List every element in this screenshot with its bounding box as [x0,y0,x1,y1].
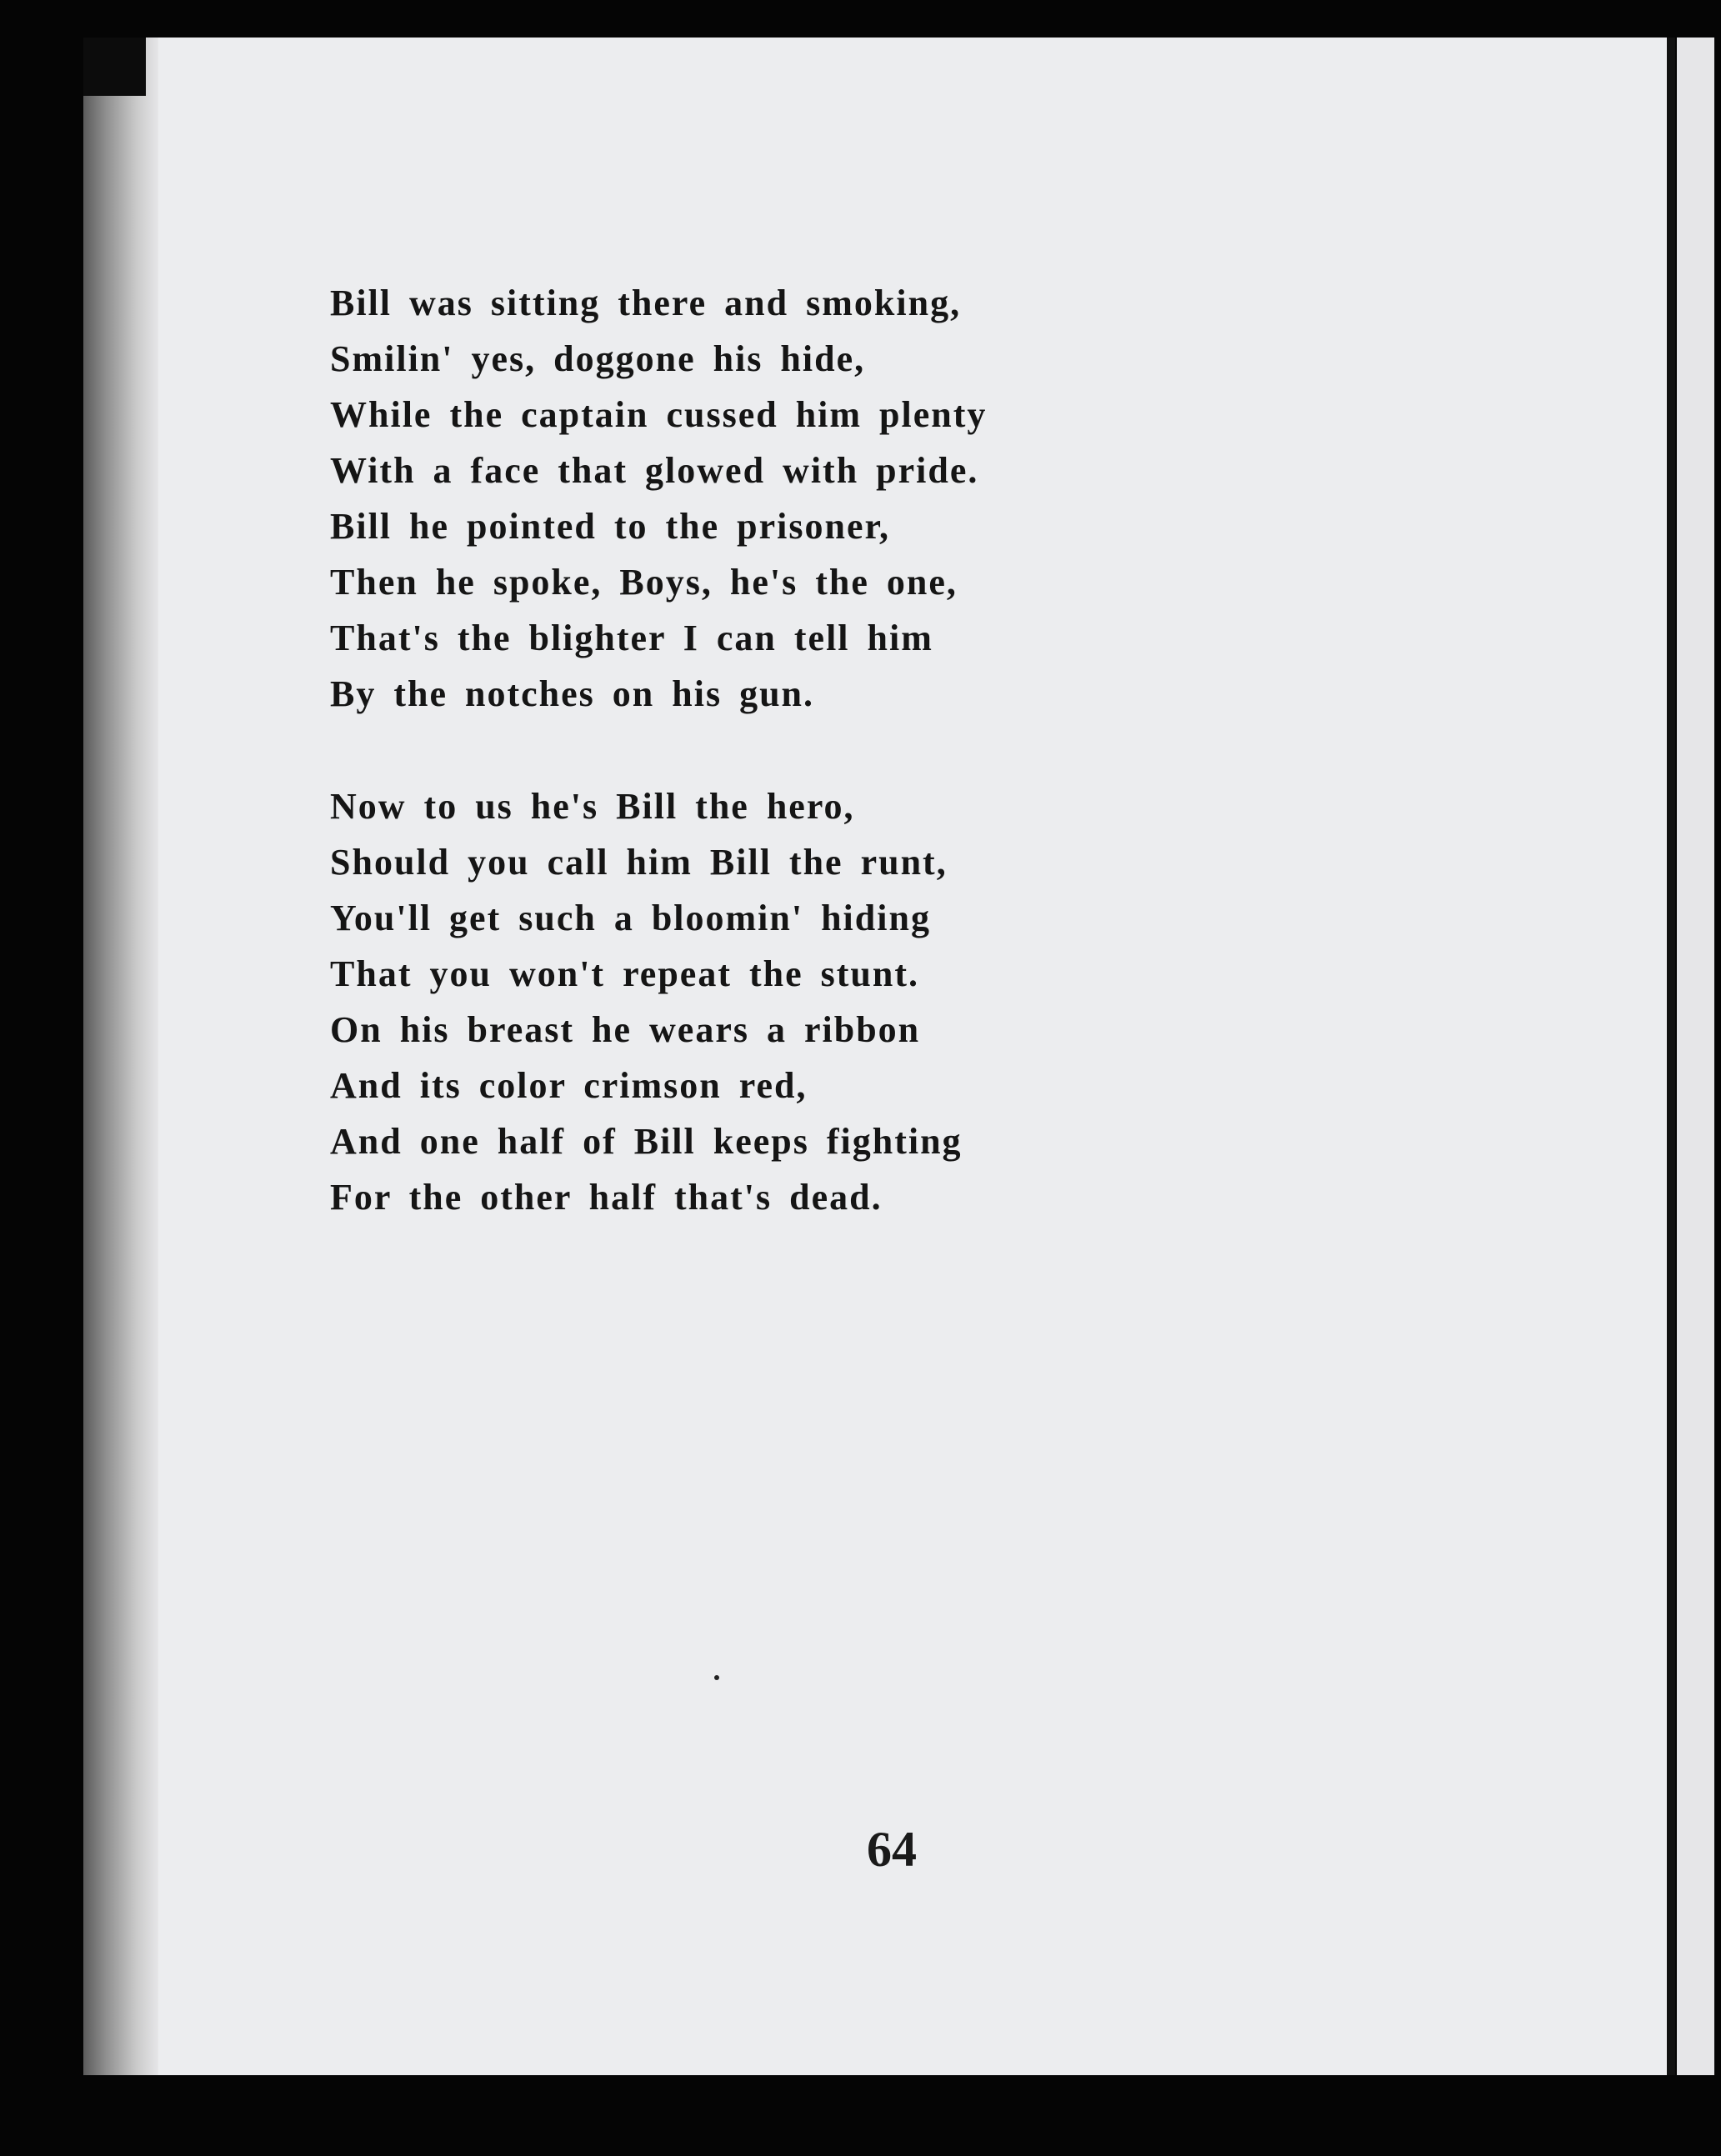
poem-line: That's the blighter I can tell him [330,618,933,658]
poem-line: On his breast he wears a ribbon [330,1009,921,1050]
stanza-1 [330,275,1247,722]
poem-line: Smilin' yes, doggone his hide, [330,338,866,379]
poem-line: By the notches on his gun. [330,673,815,714]
poem-line: Bill was sitting there and smoking, [330,283,962,323]
poem-line: That you won't repeat the stunt. [330,953,920,994]
poem-line: You'll get such a bloomin' hiding [330,898,931,938]
spine-shadow [83,38,158,2075]
gutter-divider [1667,38,1675,2075]
facing-page-edge [1677,38,1714,2075]
poem-line: And one half of Bill keeps fighting [330,1121,963,1162]
poem-line: Then he spoke, Boys, he's the one, [330,562,958,603]
poem-text [330,275,1247,1225]
page-corner-shadow [83,38,146,96]
page-number: 64 [867,1822,917,1877]
poem-line: Bill he pointed to the prisoner, [330,506,890,547]
stanza-2 [330,778,1247,1225]
poem-line: Now to us he's Bill the hero, [330,786,855,827]
poem-line: And its color crimson red, [330,1065,808,1106]
poem-line: Should you call him Bill the runt, [330,842,948,883]
poem-line: While the captain cussed him plenty [330,394,988,435]
poem-line: For the other half that's dead. [330,1177,883,1218]
ink-speck [714,1675,719,1680]
poem-line: With a face that glowed with pride. [330,450,979,491]
